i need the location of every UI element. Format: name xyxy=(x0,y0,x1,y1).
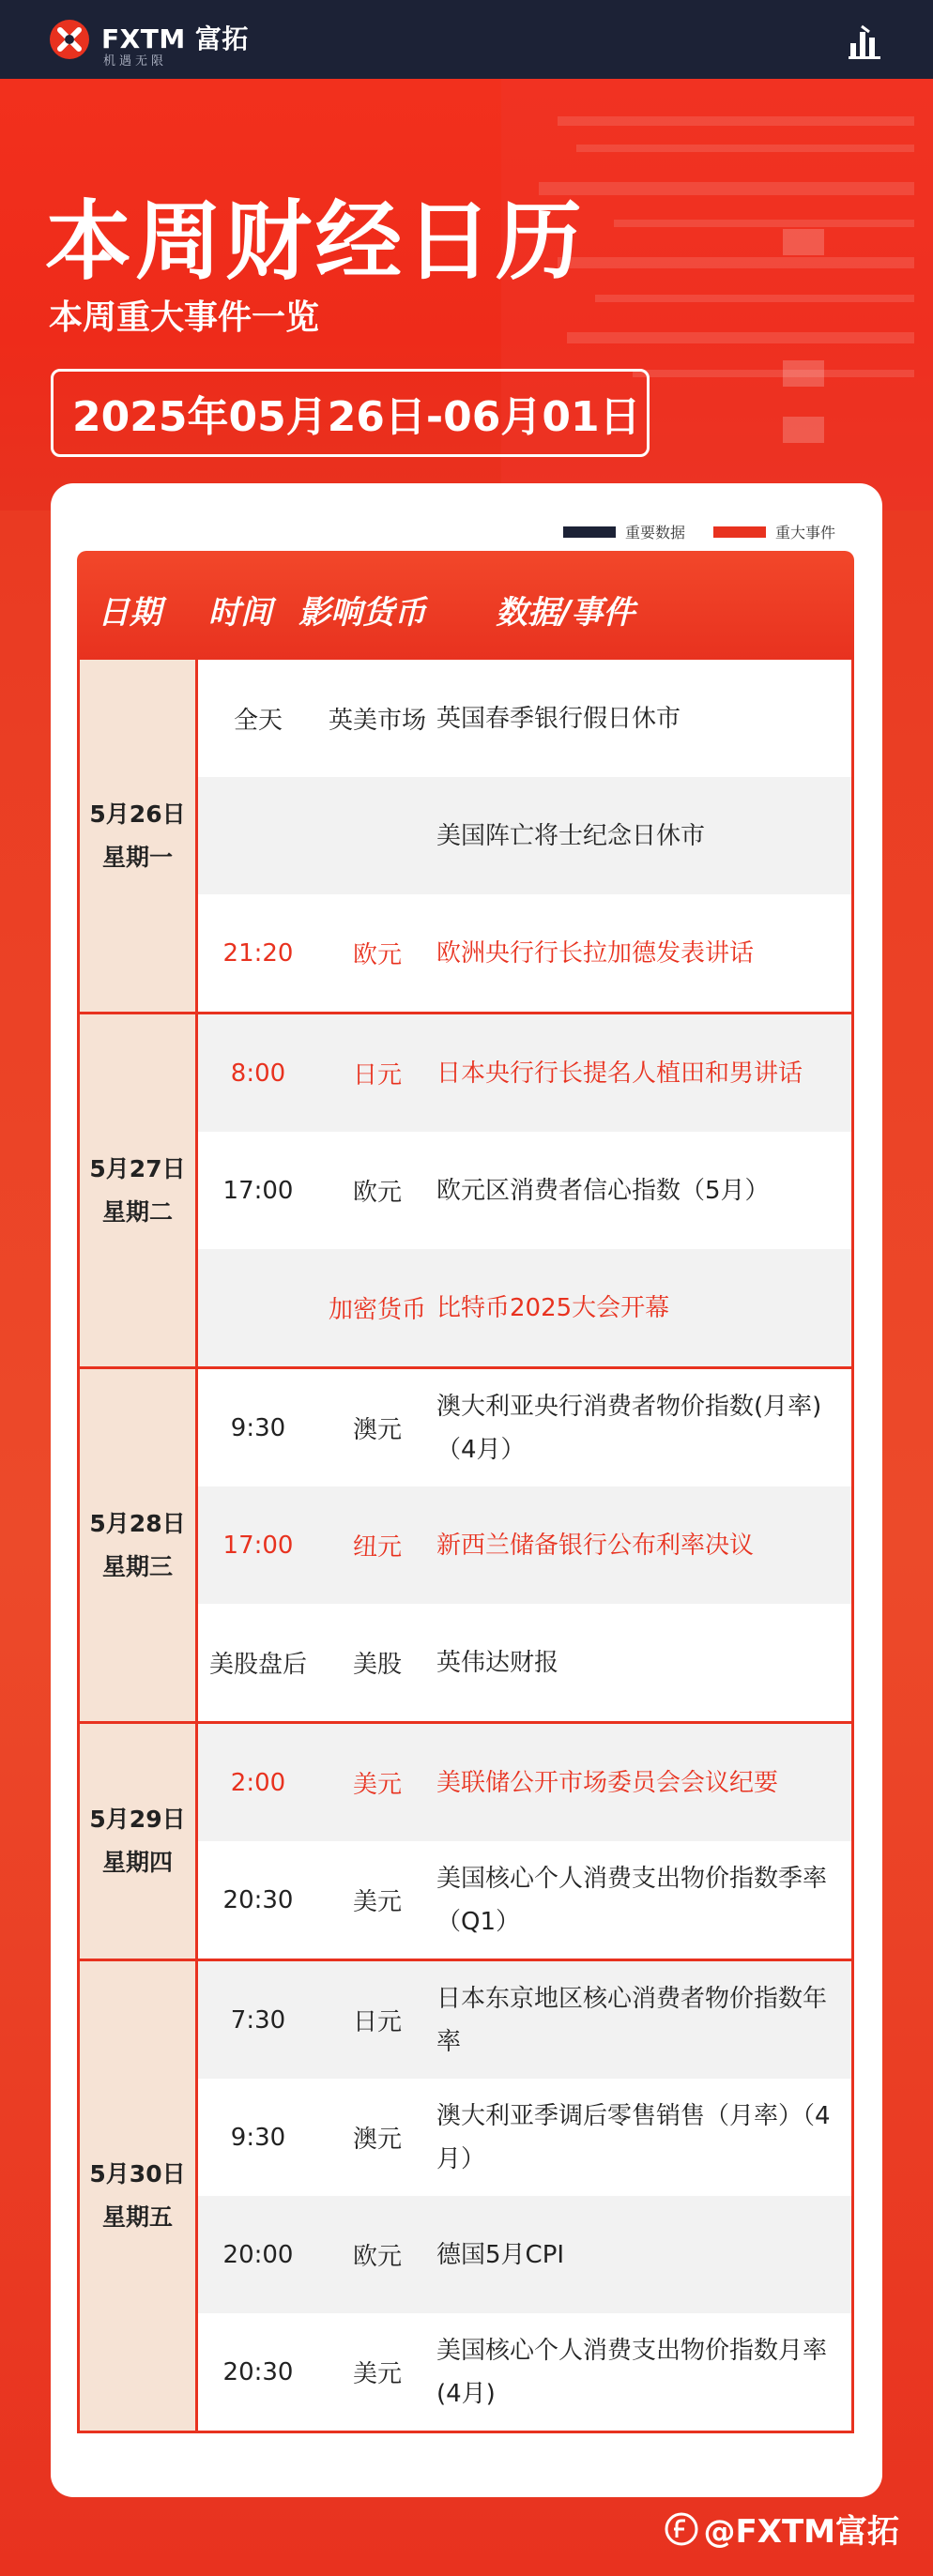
table-row xyxy=(198,1724,851,1841)
legend-important-label: 重要数据 xyxy=(624,524,685,541)
event-time: 20:00 xyxy=(222,2240,294,2269)
event-name: 日本央行行长提名人植田和男讲话 xyxy=(436,1059,803,1088)
social-logo-icon xyxy=(665,2512,698,2546)
group-rows xyxy=(198,1961,851,2431)
weekday-label: 星期五 xyxy=(101,2203,173,2231)
event-name: 英国春季银行假日休市 xyxy=(436,704,681,733)
table-row xyxy=(198,1249,851,1366)
date-group xyxy=(80,1366,851,1721)
table-row xyxy=(198,1014,851,1132)
table-body xyxy=(77,660,854,2433)
event-currency: 日元 xyxy=(352,1061,402,1090)
date-label: 5月29日 xyxy=(89,1806,186,1833)
date-cell xyxy=(80,1014,198,1366)
header-currency: 影响货币 xyxy=(298,594,426,632)
table-row xyxy=(198,1961,851,2079)
table-row xyxy=(198,2313,851,2431)
event-time: 全天 xyxy=(233,707,283,735)
event-time: 美股盘后 xyxy=(208,1651,307,1679)
date-label: 5月28日 xyxy=(89,1509,186,1537)
event-time: 17:00 xyxy=(222,1531,294,1560)
header-event: 数据/事件 xyxy=(496,594,635,632)
legend-swatch-major xyxy=(713,526,766,538)
page-title: 本周财经日历 xyxy=(45,191,587,292)
event-name: 澳大利亚季调后零售销售（月率）（4月） xyxy=(436,2101,831,2173)
event-time: 8:00 xyxy=(230,1059,286,1088)
table-row xyxy=(198,1841,851,1959)
table-row xyxy=(198,1369,851,1486)
event-currency: 澳元 xyxy=(352,2126,402,2154)
group-rows xyxy=(198,1724,851,1959)
date-cell xyxy=(80,1961,198,2431)
legend-major-label: 重大事件 xyxy=(774,524,835,541)
date-range: 2025年05月26日-06月01日 xyxy=(51,369,650,457)
event-name: 美国阵亡将士纪念日休市 xyxy=(436,821,706,850)
table-row xyxy=(198,1604,851,1721)
brand-slogan: 机遇无限 xyxy=(103,54,168,69)
event-name: 新西兰储备银行公布利率决议 xyxy=(436,1531,755,1560)
calendar-card xyxy=(51,483,882,2497)
event-name: 欧元区消费者信心指数（5月） xyxy=(436,1176,770,1205)
table-row xyxy=(198,660,851,777)
group-rows xyxy=(198,660,851,1012)
header-date: 日期 xyxy=(98,594,161,632)
event-currency: 欧元 xyxy=(352,1179,402,1207)
group-rows xyxy=(198,1369,851,1721)
event-currency: 欧元 xyxy=(352,2243,402,2271)
date-label: 5月26日 xyxy=(89,800,186,828)
event-currency: 美元 xyxy=(352,1888,402,1916)
date-label: 5月30日 xyxy=(89,2160,186,2187)
event-name: 美联储公开市场委员会会议纪要 xyxy=(436,1768,779,1797)
event-name: 美国核心个人消费支出物价指数季率（Q1） xyxy=(436,1864,828,1936)
event-time: 2:00 xyxy=(230,1768,286,1797)
legend xyxy=(535,521,835,542)
event-time: 17:00 xyxy=(222,1176,294,1205)
event-time: 9:30 xyxy=(230,1413,286,1442)
header-time: 时间 xyxy=(208,594,272,632)
weekday-label: 星期二 xyxy=(101,1197,173,1226)
event-currency: 美股 xyxy=(352,1651,402,1679)
event-name: 比特币2025大会开幕 xyxy=(436,1293,670,1322)
event-time: 7:30 xyxy=(230,2005,286,2035)
top-bar xyxy=(0,0,933,79)
footer-handle-text: @FXTM富拓 xyxy=(703,2513,899,2551)
event-name: 美国核心个人消费支出物价指数月率(4月) xyxy=(436,2336,828,2408)
weekday-label: 星期四 xyxy=(101,1849,173,1876)
legend-swatch-important xyxy=(563,526,616,538)
event-time: 20:30 xyxy=(222,1885,294,1914)
table-row xyxy=(198,1132,851,1249)
hero-banner xyxy=(0,79,933,511)
weekday-label: 星期一 xyxy=(101,843,173,871)
event-currency: 日元 xyxy=(352,2008,402,2036)
event-name: 英伟达财报 xyxy=(436,1648,559,1677)
date-label: 5月27日 xyxy=(89,1154,186,1182)
event-name: 澳大利亚央行消费者物价指数(月率)（4月） xyxy=(436,1392,822,1464)
footer-handle xyxy=(665,2506,899,2552)
table-row xyxy=(198,2196,851,2313)
event-currency: 美元 xyxy=(352,2360,402,2388)
table-header xyxy=(77,551,854,660)
page-subtitle: 本周重大事件一览 xyxy=(49,298,320,337)
event-time: 20:30 xyxy=(222,2357,294,2386)
group-rows xyxy=(198,1014,851,1366)
event-currency: 美元 xyxy=(352,1771,402,1799)
event-time: 21:20 xyxy=(222,938,294,968)
table-row xyxy=(198,777,851,894)
event-currency: 澳元 xyxy=(352,1416,402,1444)
table-row xyxy=(198,1486,851,1604)
event-time: 9:30 xyxy=(230,2123,286,2152)
date-cell xyxy=(80,1369,198,1721)
date-group xyxy=(80,1959,851,2431)
event-currency: 纽元 xyxy=(352,1533,402,1562)
event-name: 德国5月CPI xyxy=(436,2240,565,2269)
date-cell xyxy=(80,1724,198,1959)
event-name: 日本东京地区核心消费者物价指数年率 xyxy=(436,1984,828,2056)
event-currency: 欧元 xyxy=(352,941,402,969)
weekday-label: 星期三 xyxy=(101,1552,173,1580)
date-group xyxy=(80,660,851,1012)
legend-major xyxy=(713,521,835,542)
date-group xyxy=(80,1012,851,1366)
chart-logo-icon xyxy=(847,23,884,60)
fxtm-logo-icon xyxy=(49,19,90,60)
date-group xyxy=(80,1721,851,1959)
brand-name: FXTM 富拓 xyxy=(101,23,249,54)
event-name: 欧洲央行行长拉加德发表讲话 xyxy=(436,938,755,968)
event-currency: 英美市场 xyxy=(328,707,426,735)
legend-important xyxy=(563,521,685,542)
event-currency: 加密货币 xyxy=(328,1296,426,1324)
date-cell xyxy=(80,660,198,1012)
table-row xyxy=(198,2079,851,2196)
table-row xyxy=(198,894,851,1012)
calendar-table xyxy=(77,551,854,2433)
